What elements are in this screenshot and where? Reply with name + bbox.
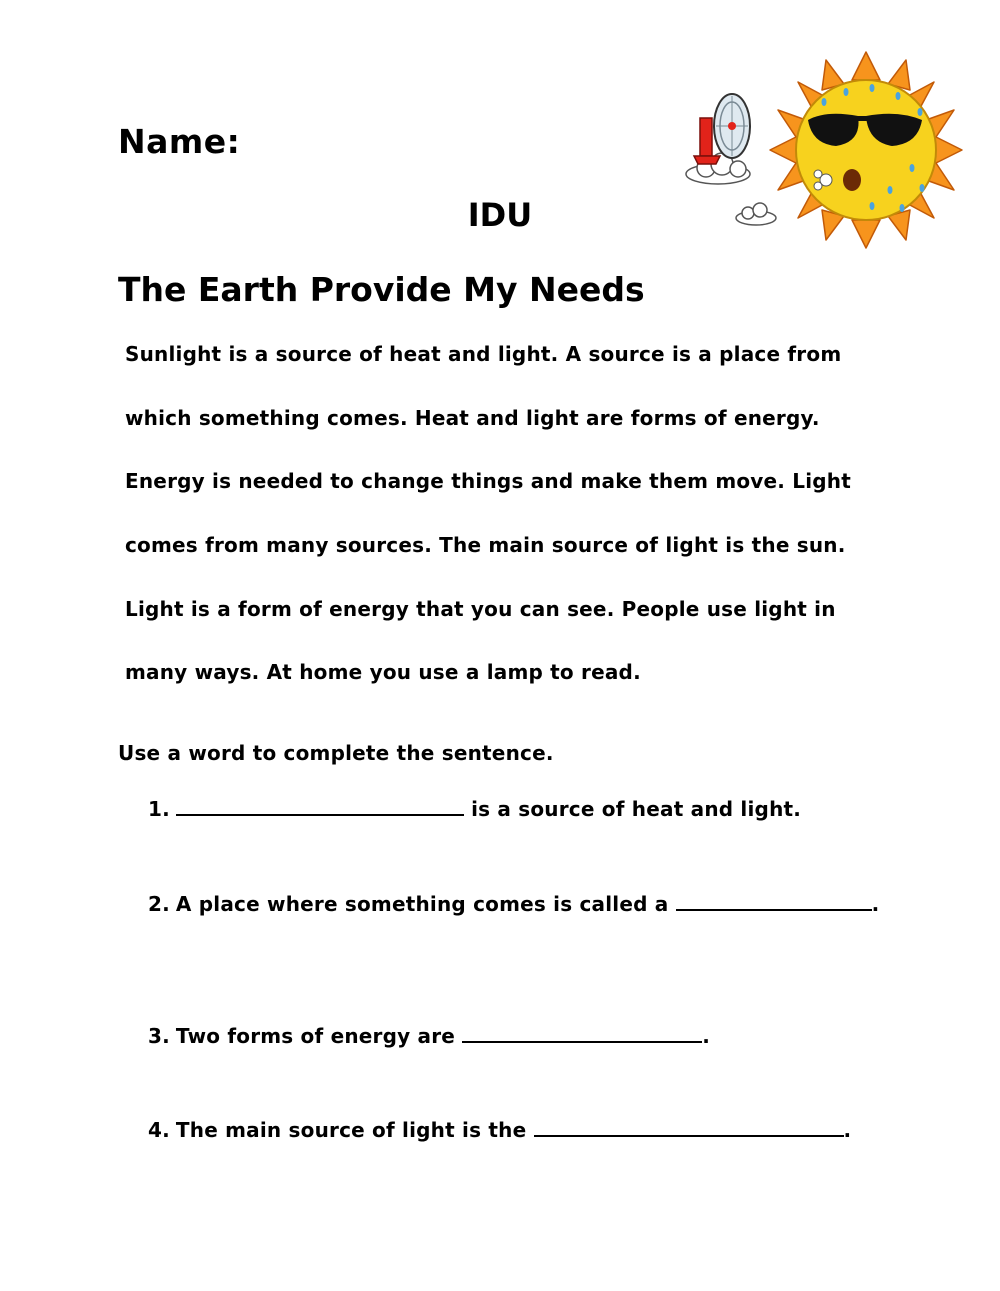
passage-line: many ways. At home you use a lamp to read. [125,660,641,684]
fan-icon [694,94,750,164]
answer-blank-4[interactable] [534,1115,844,1137]
name-label: Name: [118,122,241,161]
instruction-text: Use a word to complete the sentence. [118,741,554,765]
question-number: 4. [148,1118,170,1142]
mouth [843,169,861,191]
question-text-before: A place where something comes is called a [175,892,676,916]
question-text-after: . [871,892,880,916]
question-text-before: The main source of light is the [175,1118,534,1142]
question-text-after: . [843,1118,852,1142]
question-text-before: Two forms of energy are [175,1024,463,1048]
answer-blank-1[interactable] [176,794,464,816]
answer-blank-3[interactable] [462,1021,702,1043]
question-text-after: is a source of heat and light. [463,797,802,821]
passage-line: Sunlight is a source of heat and light. A source is a place from [125,342,842,366]
small-cloud-icon [736,203,776,225]
passage-line: Energy is needed to change things and make them move. Light [125,469,851,493]
question-number: 2. [148,892,170,916]
cartoon-sun-with-fan-icon [676,50,976,250]
passage-line: Light is a form of energy that you can see. People use light in [125,597,836,621]
question-2 [148,889,879,916]
subject-heading: IDU [467,196,533,234]
question-4 [148,1115,851,1142]
passage-line: comes from many sources. The main source of light is the sun. [125,533,846,557]
question-number: 1. [148,797,170,821]
question-3 [148,1021,710,1048]
sun-face [796,80,936,220]
passage-line: which something comes. Heat and light are forms of energy. [125,406,820,430]
answer-blank-2[interactable] [676,889,872,911]
question-text-after: . [702,1024,711,1048]
question-number: 3. [148,1024,170,1048]
question-1 [148,794,801,821]
worksheet-title: The Earth Provide My Needs [118,270,645,309]
